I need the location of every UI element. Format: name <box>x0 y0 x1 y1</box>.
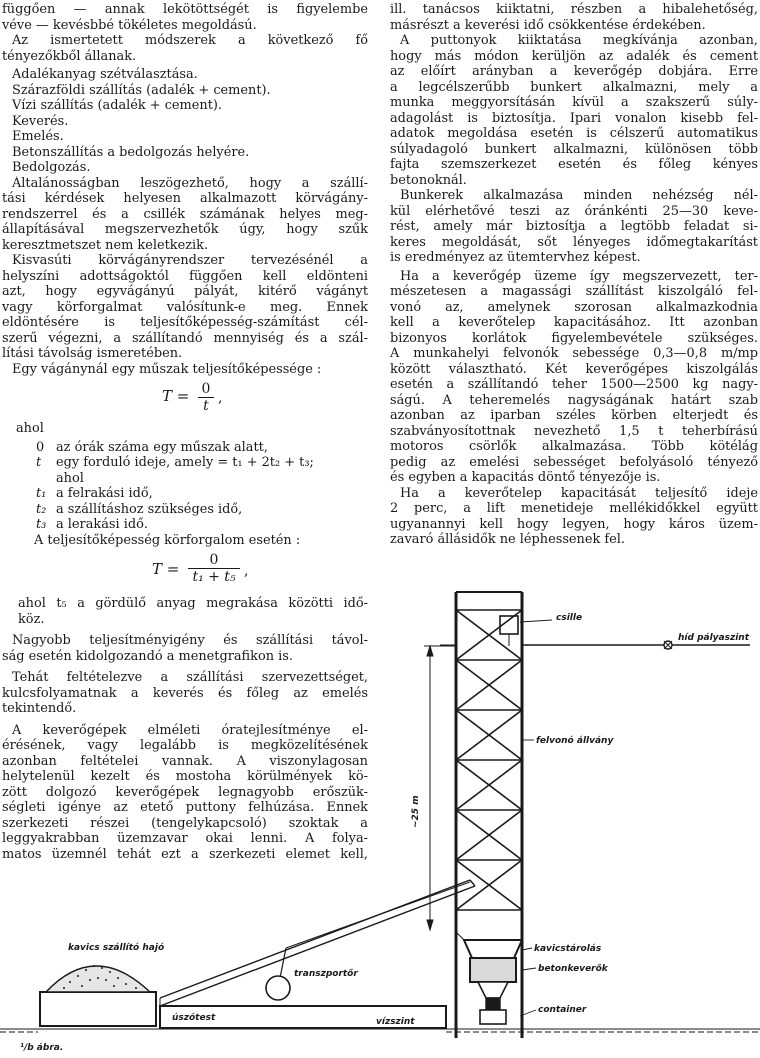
text-line: azt, hogy egyvágányú pályát, kitérő vágányt <box>2 284 368 299</box>
text-line: szabványosítottnak nevezhető 1,5 t teherbírású <box>390 423 758 439</box>
label-csille: csille <box>556 613 583 623</box>
text-line: esetén a szállítandó teher 1500—2500 kg nagy- <box>390 377 758 392</box>
text-line: vonó az, amelynek szorosan alkalmazkodnia <box>390 299 758 315</box>
text-line: között választható. Két keverőgépes kiszolgálás <box>390 361 758 377</box>
text-line: eldöntésére is teljesítőképesség-számítást cél- <box>2 315 368 330</box>
gravel-boat <box>40 966 156 1026</box>
text-line: Ha a keverőtelep kapacitását teljesítő ideje <box>400 485 758 501</box>
text-line: keresztmetszet nem keletkezik. <box>2 237 209 253</box>
definition-list <box>2 440 368 533</box>
list-item: Adalékanyag szétválasztása. <box>12 67 198 82</box>
text-line: A keverőgépek elméleti óratejlesítménye el- <box>12 722 368 738</box>
formula-shift-capacity <box>2 377 368 421</box>
text-line: azonban feltételei vannak. A viszonylagosan <box>2 753 368 769</box>
paragraph <box>2 176 368 254</box>
text-line: ság esetén kidolgozandó a menetgrafikon is. <box>2 648 293 664</box>
text-line: érésének, vagy legalább is megközelítésének <box>2 738 368 753</box>
label-water-level: vízszint <box>376 1017 415 1027</box>
definition-symbol <box>34 471 56 487</box>
text-line: mészetesen a magassági szállítást kiszolgáló fel- <box>390 284 758 299</box>
text-line: adagolást is biztosítja. Ipari vonalon kisebb fel- <box>390 110 758 126</box>
paragraph <box>390 188 758 266</box>
text-line: az előírt arányban a keverőgép dobjára. Erre <box>390 64 758 79</box>
text-line: munka meggyorsításán kívül a szakszerű súly- <box>390 95 758 110</box>
text-line: rést, amely már biztosítja a legtöbb feladat si- <box>390 219 758 234</box>
definition-text: a felrakási idő, <box>56 486 153 501</box>
text-line: a legcélszerűbb bunkert alkalmazni, mely a <box>390 79 758 95</box>
label-conveyor: transzportőr <box>294 969 358 979</box>
paragraph <box>2 2 368 33</box>
text-line: véve — kevésbbé tökéletes megoldású. <box>2 17 257 33</box>
text-line: Ha a keverőgép üzeme így megszervezett, ter- <box>400 268 758 284</box>
text-line: helytelenül kezelt és mostoha körülmények kö- <box>2 769 368 784</box>
text-line: A teljesítőképesség körforgalom esetén : <box>34 532 301 548</box>
definition-text: a szállításhoz szükséges idő, <box>56 501 243 517</box>
definition-row <box>2 471 368 487</box>
formula-numerator: 0 <box>201 381 211 397</box>
mixing-plant <box>456 932 522 1024</box>
definition-row <box>2 502 368 518</box>
text-line: szerkezeti részei (tengelykapcsoló) szoktak a <box>2 815 368 831</box>
definition-symbol: t₂ <box>36 501 47 517</box>
text-line: kül elérhetővé teszi az óránkénti 25—30 keve- <box>390 203 758 219</box>
text-line: Bunkerek alkalmazása minden nehézség nél- <box>400 188 758 203</box>
figure-caption: ¹/b ábra. <box>20 1043 64 1053</box>
right-column <box>390 2 758 548</box>
text-line: ságú. A teheremelés nagyságának határt szab <box>390 392 758 408</box>
formula-lhs: T = <box>162 387 190 405</box>
formula-denominator: t₁ + t₅ <box>192 569 236 585</box>
definition-row <box>2 455 368 471</box>
formula-fraction <box>198 381 214 414</box>
definition-symbol: t <box>36 455 42 470</box>
text-line: adatok megoldása esetén is célszerű automatikus <box>390 126 758 141</box>
text-line: motoros csörlők alkalmazása. Több kötélág <box>390 439 758 454</box>
label-concrete-mixers: betonkeverők <box>538 964 608 974</box>
water-level <box>0 1029 760 1032</box>
formula-lhs: T = <box>152 560 180 578</box>
label-gravel-storage: kavicstárolás <box>534 944 602 954</box>
text-line: Általánosságban leszögezhető, hogy a szállí- <box>12 175 368 191</box>
text-line: Egy vágánynál egy műszak teljesítőképessége : <box>12 361 322 377</box>
paragraph <box>390 269 758 486</box>
text-line: rendszerrel és a csillék számának helyes meg- <box>2 206 368 222</box>
list-item: Szárazföldi szállítás (adalék + cement). <box>12 82 271 98</box>
text-line: pedig az emelési sebességet befolyásoló tényező <box>390 454 758 470</box>
text-line: lítási távolság ismeretében. <box>2 346 183 361</box>
text-line: helyszíni adottságoktól függően kell eldönteni <box>2 268 368 284</box>
list-item: Betonszállítás a bedolgozás helyére. <box>12 144 250 160</box>
definition-text: egy forduló ideje, amely = t₁ + 2t₂ + t₃; <box>56 455 314 470</box>
formula-numerator: 0 <box>209 552 219 568</box>
text-line: ill. tanácsos kiiktatni, részben a hibalehetőség, <box>390 2 758 17</box>
text-line: Kisvasúti körvágányrendszer tervezésénél a <box>12 253 368 268</box>
text-line: zavaró állásidők ne léphessenek fel. <box>390 532 626 547</box>
text-line: Nagyobb teljesítményigény és szállítási távol- <box>12 633 368 648</box>
text-line: tási kérdések helyesen alkalmazott körvágány- <box>2 191 368 206</box>
definition-row <box>2 486 368 502</box>
list-item: Vízi szállítás (adalék + cement). <box>12 98 223 113</box>
text-line: is eredményez az ütemtervhez képest. <box>390 250 641 265</box>
list-item: Keverés. <box>12 113 69 129</box>
text-line: állapításával megszervezhetők úgy, hogy szűk <box>2 222 368 237</box>
formula-denominator: t <box>203 398 209 414</box>
text-line: ségleti igénye az etető puttony felhúzása. Ennek <box>2 800 368 815</box>
text-line: másrészt a keverési idő csökkentése érdekében. <box>390 17 706 33</box>
hoist-diagram <box>0 580 760 1058</box>
paragraph <box>390 2 758 33</box>
conveyor <box>160 880 475 1020</box>
label-container: container <box>538 1005 587 1015</box>
list-item: Emelés. <box>12 129 64 144</box>
text-line: ahol <box>16 421 44 436</box>
text-line: A munkahelyi felvonók sebessége 0,3—0,8 m/mp <box>390 346 758 361</box>
text-line: Az ismertetett módszerek a következő fő <box>12 33 368 48</box>
paragraph <box>2 253 368 362</box>
list-item: Bedolgozás. <box>12 160 91 175</box>
definition-text: a lerakási idő. <box>56 517 148 532</box>
text-line: leggyakrabban üzemzavar okai lenni. A folya- <box>2 831 368 846</box>
paragraph <box>390 486 758 548</box>
definition-symbol: t₃ <box>36 517 47 532</box>
formula-comma: , <box>218 390 223 406</box>
definition-symbol: t₁ <box>36 486 47 501</box>
text-line: szerű végezni, a szállítandó mennyiség és a szál- <box>2 330 368 346</box>
definition-row <box>2 440 368 456</box>
text-line: 2 perc, a lift menetideje mellékidőkkel együtt <box>390 501 758 516</box>
text-line: függően — annak lekötöttségét is figyelembe <box>2 2 368 17</box>
text-line: kulcsfolyamatnak a keverés és főleg az emelés <box>2 685 368 701</box>
text-line: keres megoldását, sőt lényeges időmegtakarítást <box>390 234 758 250</box>
label-pontoon: úszótest <box>172 1013 216 1023</box>
text-line: tényezőkből állanak. <box>2 48 137 64</box>
text-line: fajta szemszerkezet esetén és főleg kényes <box>390 157 758 172</box>
text-line: köz. <box>18 611 45 627</box>
text-line: zött dolgozó keverőgépek legnagyobb erőszük- <box>2 784 368 800</box>
text-line: tekintendő. <box>2 701 77 716</box>
label-bridge-deck: híd pályaszint <box>678 633 749 643</box>
label-gravel-boat: kavics szállító hajó <box>68 943 165 953</box>
text-line: betonoknál. <box>390 172 467 188</box>
text-line: hogy más módon kerüljön az adalék és cement <box>390 48 758 64</box>
text-line: kell a keverőtelep kapacitásához. Itt azonban <box>390 315 758 330</box>
definition-text: ahol <box>56 470 84 486</box>
text-line: bizonyos korlátok figyelembevétele szükséges. <box>390 330 758 346</box>
text-line: súlyadagoló bunkert alkalmazni, különösen több <box>390 141 758 157</box>
text-line: Tehát feltételezve a szállítási szervezettséget, <box>12 670 368 685</box>
text-line: vagy körforgalmat valósítunk-e meg. Ennek <box>2 299 368 315</box>
formula-comma: , <box>244 563 249 579</box>
text-line: ugyanannyi kell hogy legyen, hogy káros üzem- <box>390 516 758 532</box>
paragraph <box>390 33 758 188</box>
label-hoist-frame: felvonó állvány <box>536 736 614 746</box>
text-line: ahol t₅ a gördülő anyag megrakása közötti idő- <box>18 596 368 611</box>
definition-text: az órák száma egy műszak alatt, <box>56 439 268 455</box>
definition-row <box>2 517 368 533</box>
text-line: azonban az iparban széles körben elterjedt és <box>390 408 758 423</box>
text-line: A puttonyok kiiktatása megkívánja azonban, <box>400 33 758 48</box>
definition-symbol: 0 <box>36 439 45 455</box>
height-label: ~25 m <box>411 795 421 828</box>
factor-list <box>2 67 368 176</box>
text-line: matos üzemnél tehát ezt a szerkezeti elemet kell, <box>2 846 368 862</box>
paragraph <box>2 33 368 64</box>
text-line: és egyben a kapacitás döntő tényezője is. <box>390 470 661 485</box>
